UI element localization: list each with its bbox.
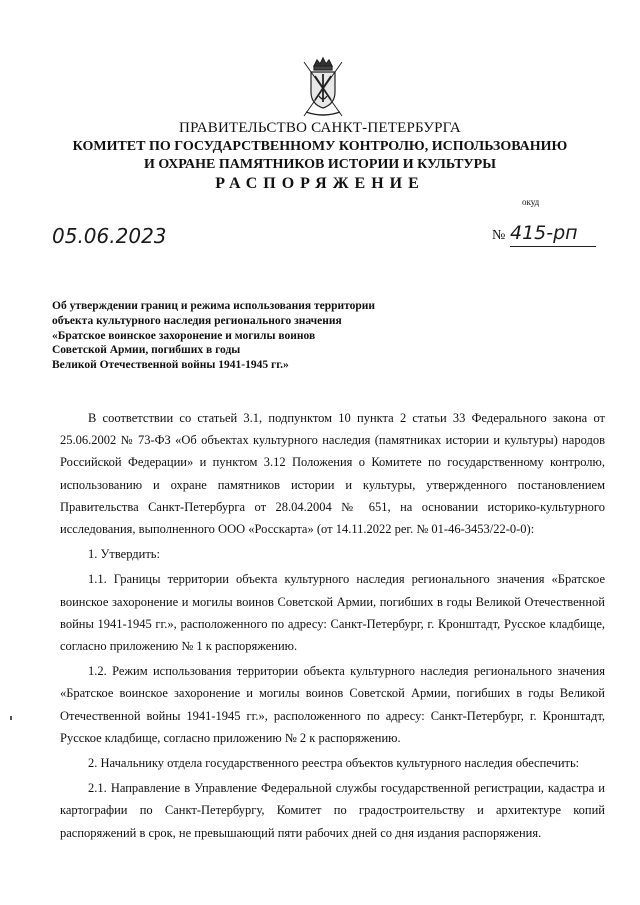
paragraph-1-1: 1.1. Границы территории объекта культурного наследия регионального значения «Братское воинское захоронение и могилы воинов Советской Армии, погибших в годы Великой Отечественной войны 1941-1945 гг.», расположенного по адресу: Санкт-Петербург, г. Кронштадт, Русское кладбище, согласно приложению № 1 к распоряжению. [60,572,605,654]
paragraph-2: 2. Начальнику отдела государственного реестра объектов культурного наследия обеспечить: [88,756,580,771]
subject-line: Советской Армии, погибших в годы [52,344,241,357]
subject-line: «Братское воинское захоронение и могилы воинов [52,329,316,342]
document-number: 415-рп [510,222,578,244]
paragraph-1-2: 1.2. Режим использования территории объекта культурного наследия регионального значения «Братское воинское захоронение и могилы воинов Советской Армии, погибших в годы Великой Отечественной войны 1941-1945 гг.», расположенного по адресу: Санкт-Петербург, г. Кронштадт, Русское кладбище, согласно приложению № 2 к распоряжению. [60,664,605,745]
committee-line-2: И ОХРАНЕ ПАМЯТНИКОВ ИСТОРИИ И КУЛЬТУРЫ [144,157,496,172]
government-name: ПРАВИТЕЛЬСТВО САНКТ-ПЕТЕРБУРГА [179,120,461,136]
number-sign: № [492,228,506,243]
okud-label: окуд [522,197,540,207]
committee-line-1: КОМИТЕТ ПО ГОСУДАРСТВЕННОМУ КОНТРОЛЮ, ИСПОЛЬЗОВАНИЮ [72,139,568,154]
subject-line: Великой Отечественной войны 1941-1945 гг.» [52,359,289,372]
document-subject [52,299,432,373]
paragraph-1: 1. Утвердить: [88,547,160,562]
number-underline [510,246,596,247]
committee-name [0,138,640,174]
subject-line: объекта культурного наследия регионального значения [52,314,342,327]
coat-of-arms-icon [298,56,348,120]
paragraph-preamble: В соответствии со статьей 3.1, подпунктом 10 пункта 2 статьи 33 Федерального закона от 25.06.2002 № 73-ФЗ «Об объектах культурного наследия (памятниках истории и культуры) народов Российской Федерации» и пунктом 3.12 Положения о Комитете по государственному контролю, использованию и охране памятников истории и культуры, утвержденного постановлением Правительства Санкт-Петербурга от 28.04.2004 № 651, на основании историко-культурного исследования, выполненного ООО «Росскарта» (от 14.11.2022 рег. № 01-46-3453/22-0-0): [60,411,605,537]
document-body [60,407,605,844]
margin-mark [10,716,12,720]
paragraph-2-1: 2.1. Направление в Управление Федеральной службы государственной регистрации, кадастра и картографии по Санкт-Петербургу, Комитет по градостроительству и архитектуре копий распоряжений в срок, не превышающий пяти рабочих дней со дня издания распоряжения. [60,781,605,840]
subject-line: Об утверждении границ и режима использования территории [52,300,376,312]
document-date: 05.06.2023 [52,224,167,248]
document-type: РАСПОРЯЖЕНИЕ [215,175,425,192]
